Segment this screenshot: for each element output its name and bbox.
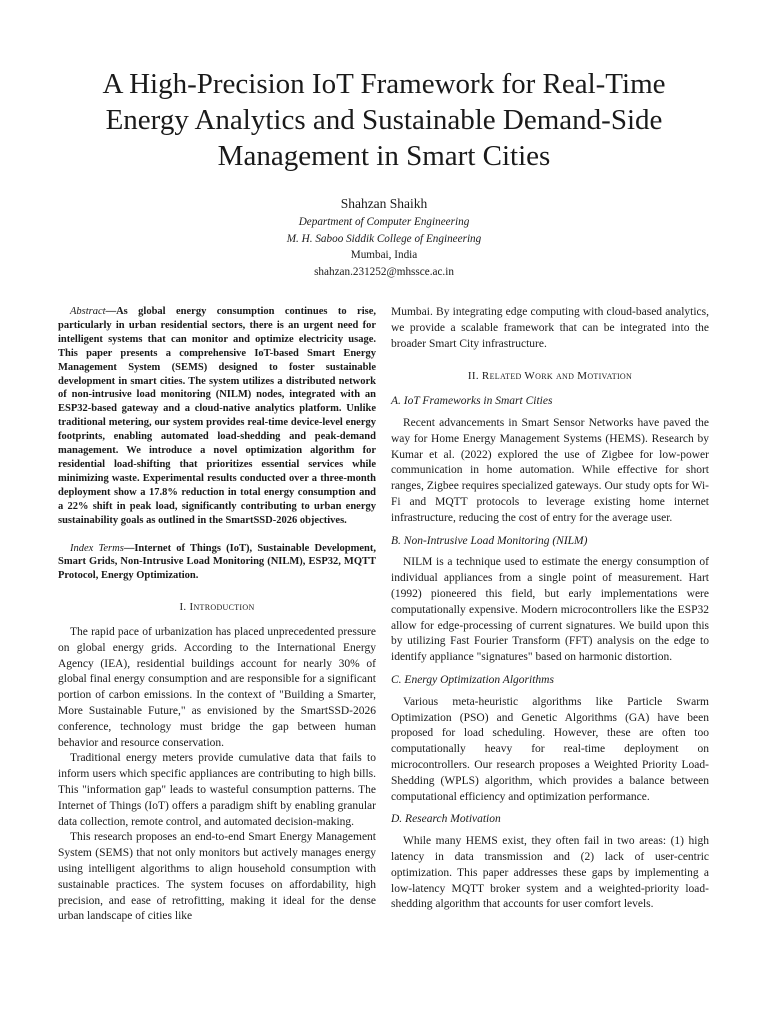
subsection-heading-a: A. IoT Frameworks in Smart Cities [391, 395, 553, 408]
subsection-heading-d: D. Research Motivation [391, 813, 501, 826]
subsection-heading-c: C. Energy Optimization Algorithms [391, 673, 554, 686]
author-email: shahzan.231252@mhssce.ac.in [314, 265, 454, 278]
intro-paragraph-3: This research proposes an end-to-end Smart Energy Management System (SEMS) that not only monitors but actively manages energy using intelligent algorithms to align household consumption with sustainable practices. The system focuses on affordability, high precision, and ease of retrofitting, making it ideal for the dense urban landscape of cities like [58, 831, 376, 923]
index-terms [58, 542, 376, 584]
right-column [391, 305, 709, 913]
subsection-c-text: Various meta-heuristic algorithms like Particle Swarm Optimization (PSO) and Genetic Algorithms (GA) have been proposed for load scheduling. However, these are often too computationally heavy for real-time deployment on microcontrollers. Our research proposes a Weighted Priority Load-Shedding (WPLS) algorithm, which provides a balance between computational efficiency and optimization performance. [391, 695, 709, 803]
author-name: Shahzan Shaikh [340, 196, 428, 211]
intro-paragraph-2: Traditional energy meters provide cumulative data that fails to inform users which specific appliances are contributing to high bills. This "information gap" leads to wasteful consumption patterns. The Internet of Things (IoT) offers a paradigm shift by enabling granular data collection, remote control, and automated decision-making. [58, 752, 376, 828]
author-college: M. H. Saboo Siddik College of Engineering [286, 232, 482, 245]
author-department: Department of Computer Engineering [298, 216, 470, 228]
subsection-heading-b: B. Non-Intrusive Load Monitoring (NILM) [391, 534, 588, 547]
paper-title: A High-Precision IoT Framework for Real-Time Energy Analytics and Sustainable Demand-Side Management in Smart Cities [102, 68, 666, 172]
subsection-d-text: While many HEMS exist, they often fail in two areas: (1) high latency in data transmission and (2) lack of user-centric optimization. This paper addresses these gaps by implementing a low-latency MQTT broker system and a weighted-priority load-shedding algorithm that accounts for user comfort levels. [391, 835, 709, 911]
abstract-text: —As global energy consumption continues to rise, particularly in urban residential sectors, there is an urgent need for intelligent systems that can monitor and optimize electricity usage. This paper presents a comprehensive IoT-based Smart Energy Management System (SEMS) designed to foster sustainable development in smart cities. The system utilizes a distributed network of non-intrusive load monitoring (NILM) nodes, integrated with an ESP32-based gateway and a cloud-native analytics platform. Unlike traditional metering, our system provides real-time device-level energy footprints, enabling automated load-shedding and peak-demand management. We introduce a novel optimization algorithm for residential load-shifting that prioritizes essential services while minimizing waste. Experimental results conducted over a three-month deployment show a 17.8% reduction in total energy consumption and a 22% shift in peak load, significantly contributing to urban energy sustainability goals as outlined in the SmartSSD-2026 objectives. [58, 306, 376, 526]
intro-paragraph-3-continued: Mumbai. By integrating edge computing with cloud-based analytics, we provide a scalable framework that can be integrated into the broader Smart City infrastructure. [391, 306, 709, 350]
index-terms-text: —Internet of Things (IoT), Sustainable Development, Smart Grids, Non-Intrusive Load Monitoring (NILM), ESP32, MQTT Protocol, Energy Optimization. [58, 542, 377, 582]
intro-paragraph-1: The rapid pace of urbanization has placed unprecedented pressure on global energy grids. According to the International Energy Agency (IEA), residential buildings account for nearly 30% of global final energy consumption and are responsible for a significant portion of carbon emissions. In the context of "Building a Smarter, More Sustainable Future," as envisioned by the SmartSSD-2026 conference, technology must bridge the gap between human behavior and resource conservation. [58, 626, 376, 749]
section-heading-related-work: II. Related Work and Motivation [467, 370, 633, 383]
subsection-b-text: NILM is a technique used to estimate the energy consumption of individual appliances from a single point of measurement. Hart (1992) pioneered this field, but early implementations were computationally expensive. Modern microcontrollers like the ESP32 allow for edge-processing of current signatures. We build upon this by utilizing Fast Fourier Transform (FFT) analysis on the edge to identify appliance "signatures" based on harmonic distortion. [391, 556, 709, 664]
section-heading-introduction: I. Introduction [179, 601, 255, 614]
abstract-label: Abstract [70, 306, 106, 317]
author-location: Mumbai, India [350, 249, 418, 261]
index-terms-label: Index Terms [70, 542, 124, 554]
author-block [0, 195, 768, 280]
subsection-a-text: Recent advancements in Smart Sensor Networks have paved the way for Home Energy Management Systems (HEMS). Research by Kumar et al. (2022) explored the use of Zigbee for low-power communication in home automation. While effective for short ranges, Zigbee requires specialized gateways. Our study opts for Wi-Fi and MQTT protocols to leverage existing home internet infrastructure, reducing the cost of entry for the average user. [391, 416, 709, 524]
left-column [58, 305, 376, 925]
abstract [58, 305, 376, 528]
